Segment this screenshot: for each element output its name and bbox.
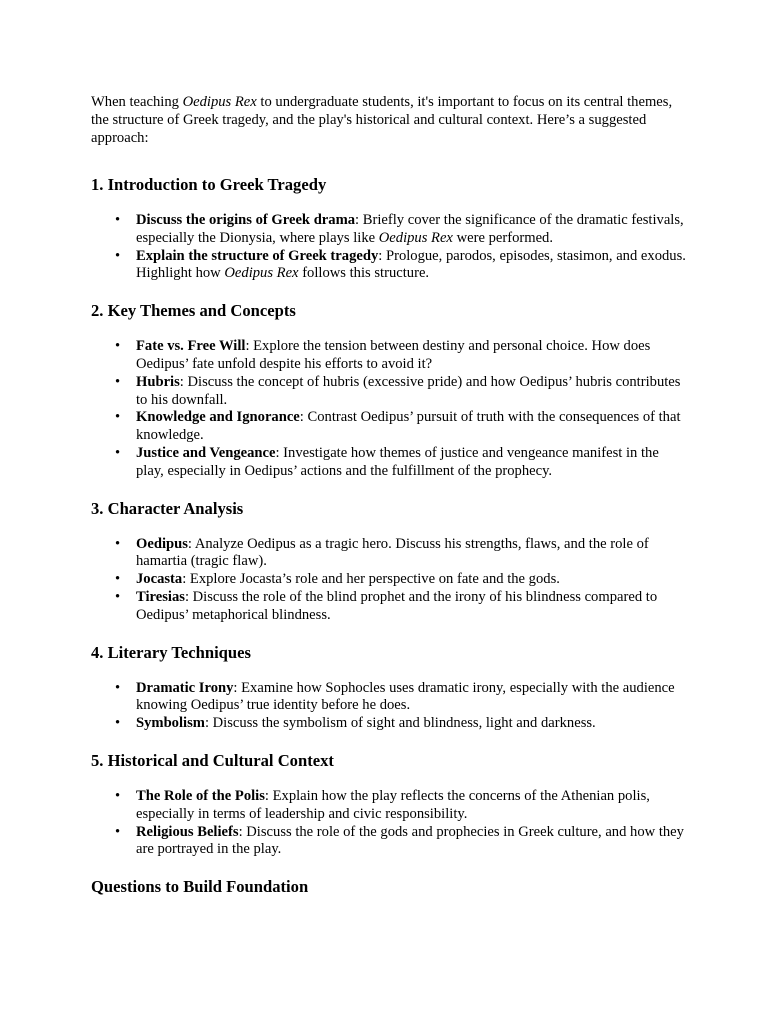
item-label: Dramatic Irony	[136, 679, 234, 696]
list-item	[115, 715, 689, 733]
item-text: : Discuss the concept of hubris (excessive pride) and how Oedipus’ hubris contributes to his downfall.	[136, 373, 681, 408]
bullet: •	[115, 212, 121, 228]
list-item	[115, 409, 689, 445]
section-list-2	[91, 338, 689, 480]
list-item	[115, 338, 689, 374]
item-text: were performed.	[452, 229, 553, 246]
section-heading-5: 5. Historical and Cultural Context	[91, 750, 334, 770]
list-item	[115, 588, 689, 625]
item-label: Oedipus	[136, 535, 188, 552]
section-list-1	[91, 212, 689, 283]
bullet: •	[115, 338, 121, 355]
item-text: : Analyze Oedipus as a tragic hero. Discuss his strengths, flaws, and the role of hamartia (tragic flaw).	[136, 535, 649, 570]
list-item	[115, 212, 689, 248]
item-label: Hubris	[136, 373, 180, 390]
section-list-3	[91, 536, 689, 625]
bullet: •	[115, 679, 121, 696]
item-label: Symbolism	[136, 715, 205, 732]
bullet: •	[115, 247, 121, 264]
item-label: Tiresias	[136, 588, 185, 605]
item-label: Explain the structure of Greek tragedy	[136, 247, 379, 264]
intro-title-italic: Oedipus Rex	[182, 94, 257, 110]
item-italic: Oedipus Rex	[224, 265, 299, 282]
bullet: •	[115, 535, 121, 552]
section-heading-2: 2. Key Themes and Concepts	[91, 301, 296, 321]
section-heading-3: 3. Character Analysis	[91, 498, 244, 518]
item-text: : Contrast Oedipus’ pursuit of truth with the consequences of that knowledge.	[136, 409, 681, 444]
item-text: : Prologue, parodos, episodes, stasimon, and exodus. Highlight how	[136, 247, 686, 282]
intro-paragraph	[91, 93, 689, 147]
bullet: •	[115, 571, 121, 588]
bullet: •	[115, 715, 121, 732]
item-text: follows this structure.	[298, 265, 430, 282]
item-label: Discuss the origins of Greek drama	[136, 212, 356, 228]
item-text: : Discuss the role of the blind prophet and the irony of his blindness compared to Oedipus’ metaphorical blindness.	[136, 588, 658, 623]
bullet: •	[115, 787, 121, 804]
section-list-4	[91, 680, 689, 733]
list-item	[115, 571, 689, 589]
item-text: : Explore the tension between destiny and personal choice. How does Oedipus’ fate unfold despite his efforts to avoid it?	[136, 338, 651, 372]
bullet: •	[115, 444, 121, 461]
list-item	[115, 823, 689, 860]
intro-text-2: to undergraduate students, it's important to focus on its central themes, the structure of Greek tragedy, and the play's historical and cultural context. Here’s a suggested approach:	[91, 94, 673, 146]
list-item	[115, 444, 689, 481]
item-label: The Role of the Polis	[136, 787, 265, 804]
list-item	[115, 535, 689, 572]
list-item	[115, 679, 689, 716]
bullet: •	[115, 823, 121, 840]
final-heading: Questions to Build Foundation	[91, 877, 309, 897]
document-body	[91, 93, 689, 897]
item-italic: Oedipus Rex	[378, 229, 453, 246]
item-text: : Investigate how themes of justice and vengeance manifest in the play, especially in Oedipus’ actions and the fulfillment of the prophecy.	[136, 444, 659, 479]
item-label: Fate vs. Free Will	[136, 338, 246, 355]
item-text: : Explore Jocasta’s role and her perspective on fate and the gods.	[182, 571, 560, 588]
item-label: Knowledge and Ignorance	[136, 409, 300, 426]
item-label: Religious Beliefs	[136, 823, 239, 840]
item-label: Jocasta	[136, 571, 183, 588]
intro-text-1: When teaching	[91, 94, 183, 110]
list-item	[115, 787, 689, 824]
section-heading-4: 4. Literary Techniques	[91, 642, 251, 662]
section-heading-1: 1. Introduction to Greek Tragedy	[91, 175, 327, 194]
bullet: •	[115, 409, 121, 426]
bullet: •	[115, 588, 121, 605]
item-text: : Discuss the role of the gods and prophecies in Greek culture, and how they are portrayed in the play.	[136, 823, 684, 858]
section-list-5	[91, 788, 689, 859]
bullet: •	[115, 373, 121, 390]
item-text: : Explain how the play reflects the concerns of the Athenian polis, especially in terms of leadership and civic responsibility.	[136, 787, 650, 822]
item-text: : Examine how Sophocles uses dramatic irony, especially with the audience knowing Oedipus’ true identity before he does.	[136, 679, 675, 714]
list-item	[115, 247, 689, 284]
list-item	[115, 373, 689, 410]
item-label: Justice and Vengeance	[136, 444, 276, 461]
item-text: : Briefly cover the significance of the dramatic festivals, especially the Dionysia, where plays like	[136, 212, 684, 246]
item-text: : Discuss the symbolism of sight and blindness, light and darkness.	[204, 715, 596, 732]
